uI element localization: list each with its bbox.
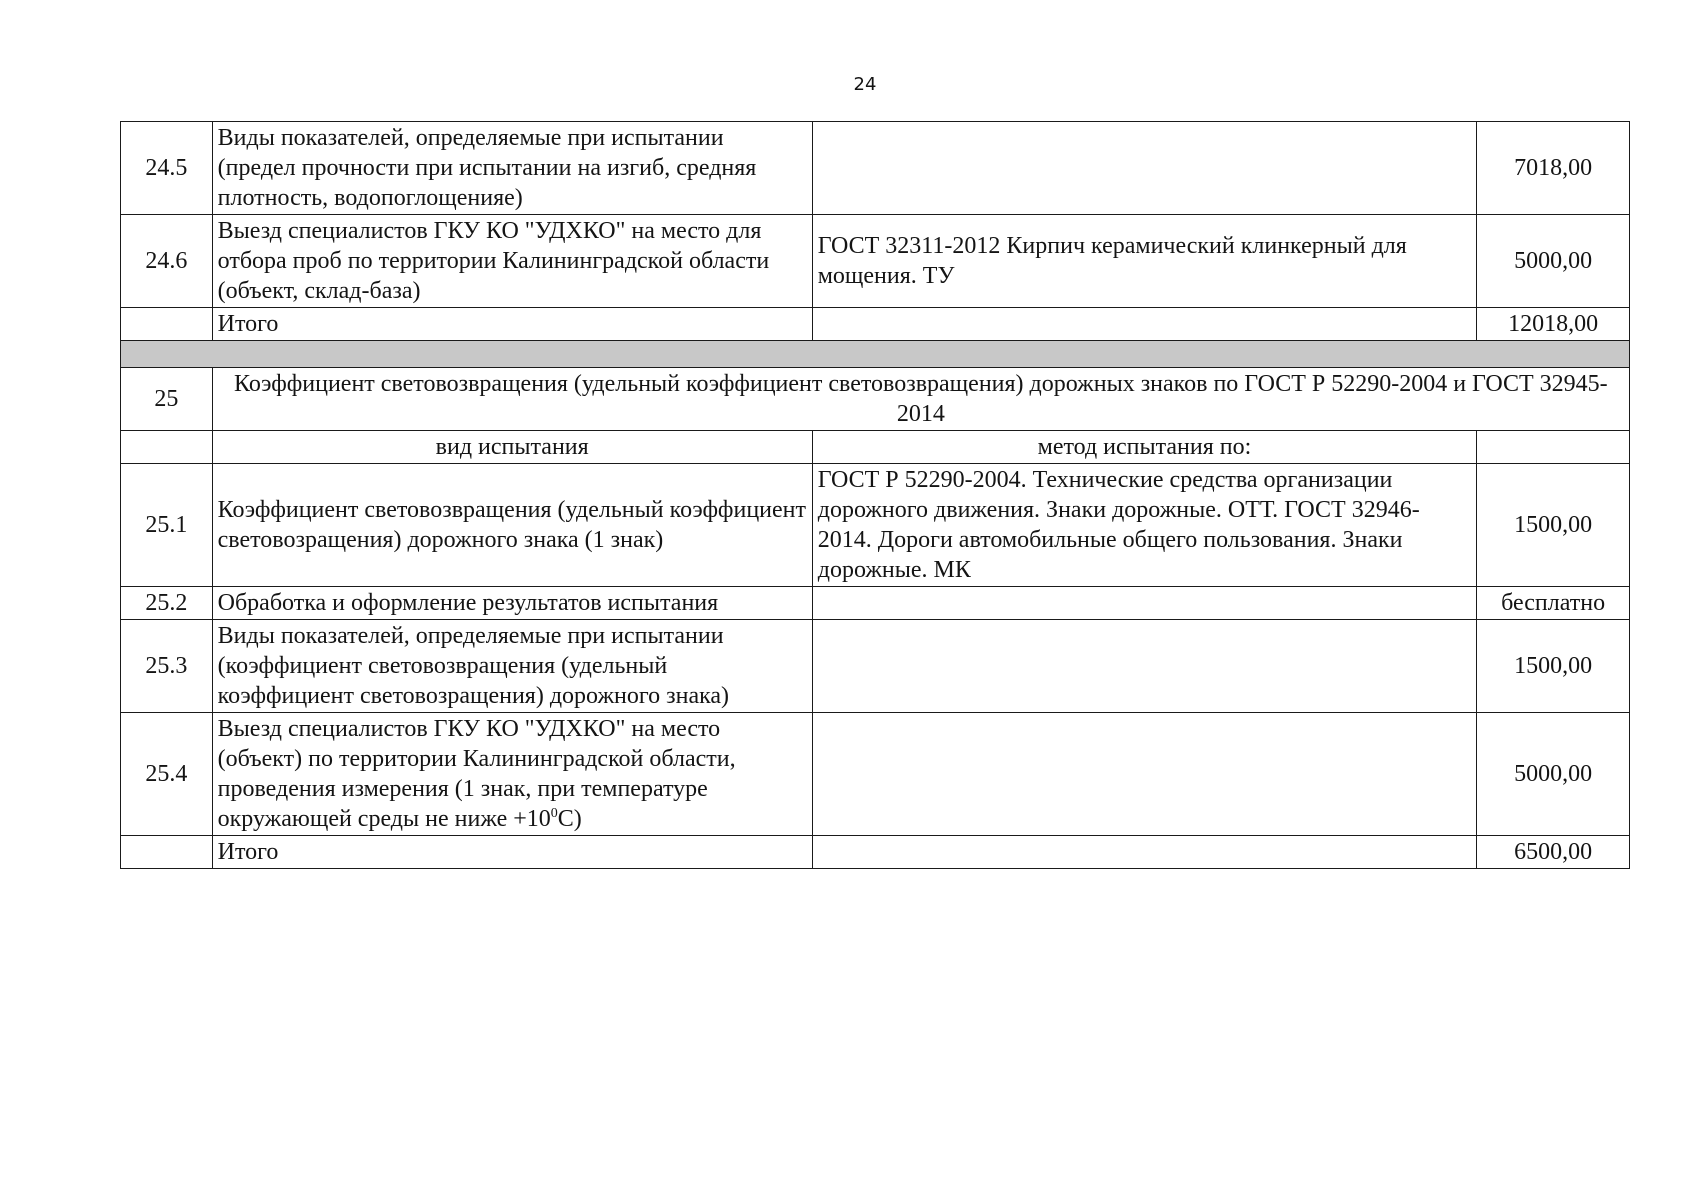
column-header-row [121, 431, 1630, 464]
page-number: 24 [853, 74, 877, 95]
row-number: 24.6 [121, 215, 213, 308]
header-blank [121, 431, 213, 464]
total-value: 6500,00 [1477, 836, 1630, 869]
table-row [121, 122, 1630, 215]
section-number: 25 [121, 368, 213, 431]
test-name: Виды показателей, определяемые при испытании (предел прочности при испытании на изгиб, средняя плотность, водопоглощенияе) [212, 122, 812, 215]
test-method [812, 836, 1476, 869]
test-method [812, 587, 1476, 620]
header-test-type: вид испытания [212, 431, 812, 464]
price-table-container [120, 121, 1630, 869]
table-row [121, 620, 1630, 713]
test-price: 7018,00 [1477, 122, 1630, 215]
test-method [812, 713, 1476, 836]
row-number: 25.4 [121, 713, 213, 836]
test-price: 5000,00 [1477, 215, 1630, 308]
test-method [812, 122, 1476, 215]
test-method [812, 620, 1476, 713]
test-name: Коэффициент световозвращения (удельный коэффициент световозращения) дорожного знака (1 знак) [212, 464, 812, 587]
test-name: Виды показателей, определяемые при испытании (коэффициент световозвращения (удельный коэффициент световозращения) дорожного знака) [212, 620, 812, 713]
test-name [212, 713, 812, 836]
test-name-unit: С) [557, 806, 582, 832]
test-method [812, 308, 1476, 341]
total-row [121, 836, 1630, 869]
header-price-blank [1477, 431, 1630, 464]
row-number: 24.5 [121, 122, 213, 215]
test-price: 1500,00 [1477, 620, 1630, 713]
test-price: 1500,00 [1477, 464, 1630, 587]
header-test-method: метод испытания по: [812, 431, 1476, 464]
test-price: бесплатно [1477, 587, 1630, 620]
total-row [121, 308, 1630, 341]
section-title-row [121, 368, 1630, 431]
total-label: Итого [212, 836, 812, 869]
total-value: 12018,00 [1477, 308, 1630, 341]
test-name: Выезд специалистов ГКУ КО "УДХКО" на место для отбора проб по территории Калининградской области (объект, склад-база) [212, 215, 812, 308]
test-price: 5000,00 [1477, 713, 1630, 836]
section-title: Коэффициент световозвращения (удельный коэффициент световозвращения) дорожных знаков по ГОСТ Р 52290-2004 и ГОСТ 32945-2014 [212, 368, 1629, 431]
table-row [121, 215, 1630, 308]
row-number [121, 836, 213, 869]
row-number: 25.2 [121, 587, 213, 620]
price-table [120, 121, 1630, 869]
section-separator [121, 341, 1630, 368]
test-name-text: Выезд специалистов ГКУ КО "УДХКО" на место (объект) по территории Калининградской области, проведения измерения (1 знак, при температуре окружающей среды не ниже +10 [217, 716, 736, 832]
superscript-zero: 0 [550, 806, 558, 821]
total-label: Итого [212, 308, 812, 341]
table-row [121, 464, 1630, 587]
test-method: ГОСТ 32311-2012 Кирпич керамический клинкерный для мощения. ТУ [812, 215, 1476, 308]
table-row [121, 587, 1630, 620]
separator-band [121, 341, 1630, 368]
test-name: Обработка и оформление результатов испытания [212, 587, 812, 620]
row-number [121, 308, 213, 341]
test-method: ГОСТ Р 52290-2004. Технические средства организации дорожного движения. Знаки дорожные. ОТТ. ГОСТ 32946-2014. Дороги автомобильные общего пользования. Знаки дорожные. МК [812, 464, 1476, 587]
row-number: 25.3 [121, 620, 213, 713]
table-row [121, 713, 1630, 836]
row-number: 25.1 [121, 464, 213, 587]
